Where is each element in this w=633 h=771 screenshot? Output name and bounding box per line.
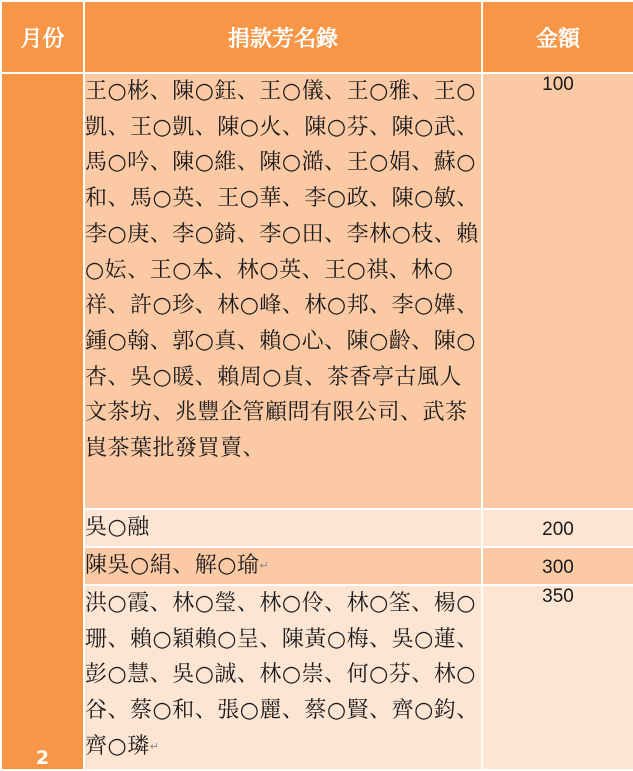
header-month: 月份 [1,1,84,73]
donor-names-cell: 王○彬、陳○鈺、王○儀、王○雅、王○凱、王○凱、陳○火、陳○芬、陳○武、馬○吟、陳○維、陳○澔、王○娟、蘇○和、馬○英、王○華、李○政、陳○敏、李○庚、李○錡、李○田、李林○枝、賴○妘、王○本、林○英、王○祺、林○祥、許○珍、林○峰、林○邦、李○嬅、鍾○翰、郭○真、賴○心、陳○齡、陳○杏、吳○暖、賴周○貞、茶香亭古風人文茶坊、兆豐企管顧問有限公司、武茶崀茶葉批發買賣、 [84,73,482,509]
amount-cell: 350 [482,585,633,770]
amount-cell: 100 [482,73,633,509]
donor-names-cell [84,547,482,585]
donor-names-text: 洪○霞、林○瑩、林○伶、林○筌、楊○珊、賴○穎賴○呈、陳黃○梅、吳○蓮、彭○慧、吳○誠、林○崇、何○芬、林○谷、蔡○和、張○麗、蔡○賢、齊○鈞、齊○璘 [85,591,479,759]
header-amount: 金額 [482,1,633,73]
paragraph-mark-icon: ↵ [259,559,270,573]
table-row [1,547,633,585]
month-cell: 2 [1,73,84,770]
table-row [1,509,633,547]
amount-cell: 300 [482,547,633,585]
header-row [1,1,633,73]
header-donors: 捐款芳名錄 [84,1,482,73]
table-row [1,73,633,509]
donor-names-cell [84,585,482,770]
paragraph-mark-icon: ↵ [149,739,160,753]
table-row [1,585,633,770]
donor-names-cell: 吳○融 [84,509,482,547]
donor-names-text: 陳吳○絹、解○瑜 [85,553,260,579]
amount-cell: 200 [482,509,633,547]
